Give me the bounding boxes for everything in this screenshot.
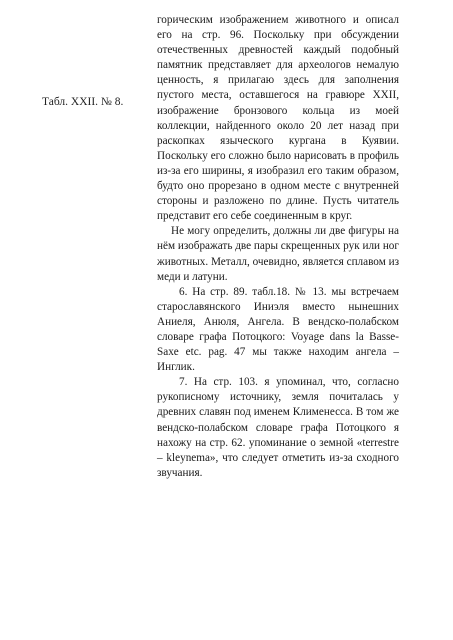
paragraph-note-6: 6. На стр. 89. табл.18. № 13. мы встречаем старославянского Иниэля вместо нынешних Аниеля, Анюля, Ангела. В вендско-полабском словаре графа Потоцкого: Voyage dans la Basse-Saxe etc. pag. 47 мы также находим ангела – Инглик. (157, 285, 399, 374)
paragraph-ring-description: горическим изображением животного и описал его на стр. 96. Поскольку при обсуждении отечественных древностей каждый подобный памятник представляет для археологов немалую ценность, я прилагаю здесь для заполнения пустого места, оставшегося на гравюре XXII, изображение бронзового кольца из моей коллекции, найденного около 20 лет назад при раскопках языческого кургана в Куявии. Поскольку его сложно было нарисовать в профиль из-за его ширины, я изобразил его таким образом, будто оно прорезано в одном месте с внутренней стороны и разложено по длине. Пусть читатель представит его себе соединенным в круг. (157, 14, 399, 223)
main-text-column (157, 13, 399, 481)
paragraph-figures-metal: Не могу определить, должны ли две фигуры на нём изображать две пары скрещенных рук или ног животных. Металл, очевидно, является сплавом из меди и латуни. (157, 225, 399, 283)
margin-note-table-reference: Табл. XXII. № 8. (42, 96, 124, 108)
paragraph-note-7: 7. На стр. 103. я упоминал, что, согласно рукописному источнику, земля почиталась у древних славян под именем Клименесса. В том же вендско-полабском словаре графа Потоцкого я нахожу на стр. 62. упоминание о земной «terrestre – kleynema», что следует отметить из-за сходного звучания. (157, 376, 399, 479)
